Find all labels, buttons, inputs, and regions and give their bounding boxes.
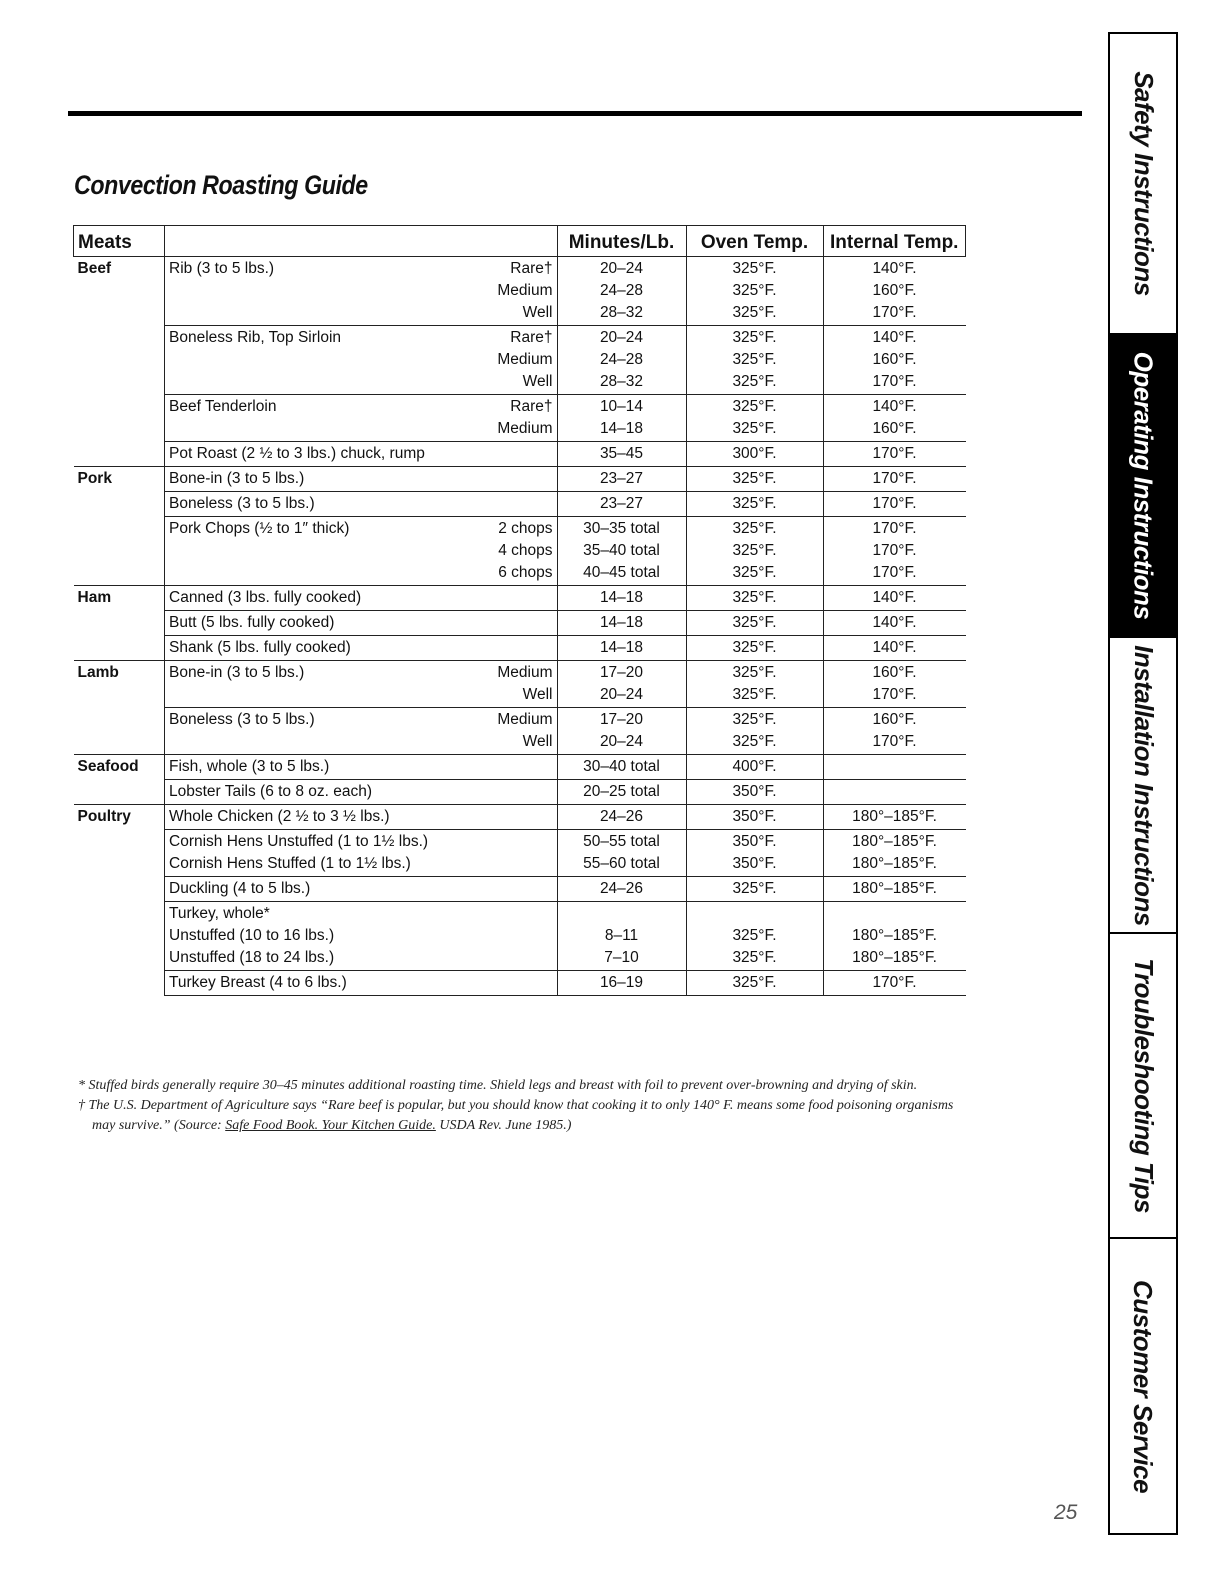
internal-temp-cell bbox=[823, 492, 966, 517]
oven-temp-cell bbox=[686, 805, 823, 830]
doneness-cell bbox=[482, 517, 557, 586]
cut-cell-line: Pork Chops (½ to 1″ thick) bbox=[169, 520, 350, 537]
minutes-cell bbox=[557, 492, 686, 517]
cut-cell-line: Butt (5 lbs. fully cooked) bbox=[169, 614, 335, 631]
tab-label: Safety Instructions bbox=[1128, 71, 1159, 296]
tab-label: Customer Service bbox=[1128, 1279, 1159, 1493]
oven-temp-cell-line: 325°F. bbox=[732, 373, 777, 390]
internal-temp-cell-line: 180°–185°F. bbox=[852, 927, 937, 944]
cut-cell-line: Unstuffed (18 to 24 lbs.) bbox=[169, 949, 335, 966]
table-row bbox=[74, 902, 966, 971]
oven-temp-cell-line: 325°F. bbox=[732, 927, 777, 944]
minutes-cell bbox=[557, 586, 686, 611]
table-row bbox=[74, 805, 966, 830]
minutes-cell-line: 50–55 total bbox=[583, 833, 660, 850]
oven-temp-cell-line: 325°F. bbox=[732, 974, 777, 991]
cut-cell bbox=[165, 467, 482, 492]
oven-temp-cell-line: 325°F. bbox=[732, 880, 777, 897]
minutes-cell bbox=[557, 636, 686, 661]
minutes-cell bbox=[557, 902, 686, 971]
oven-temp-cell bbox=[686, 780, 823, 805]
header-meats: Meats bbox=[74, 226, 165, 257]
oven-temp-cell-line: 325°F. bbox=[732, 686, 777, 703]
doneness-cell bbox=[482, 780, 557, 805]
cut-cell-line: Cornish Hens Unstuffed (1 to 1½ lbs.) bbox=[169, 833, 429, 850]
cut-cell bbox=[165, 395, 482, 442]
minutes-cell-line: 23–27 bbox=[599, 470, 644, 487]
oven-temp-cell-line: 325°F. bbox=[732, 495, 777, 512]
oven-temp-cell-line bbox=[691, 903, 819, 925]
roasting-guide-table bbox=[73, 225, 966, 996]
doneness-cell-line: Medium bbox=[497, 351, 553, 368]
oven-temp-cell-line: 325°F. bbox=[732, 304, 777, 321]
minutes-cell bbox=[557, 611, 686, 636]
minutes-cell bbox=[557, 326, 686, 395]
minutes-cell-line: 17–20 bbox=[599, 711, 644, 728]
internal-temp-cell-line: 170°F. bbox=[872, 974, 917, 991]
internal-temp-cell-line: 180°–185°F. bbox=[852, 949, 937, 966]
oven-temp-cell-line: 325°F. bbox=[732, 420, 777, 437]
doneness-cell bbox=[482, 877, 557, 902]
cut-cell-line: Boneless Rib, Top Sirloin bbox=[169, 329, 342, 346]
oven-temp-cell-line: 325°F. bbox=[732, 520, 777, 537]
cut-cell bbox=[165, 971, 482, 996]
oven-temp-cell-line: 300°F. bbox=[732, 445, 777, 462]
oven-temp-cell bbox=[686, 636, 823, 661]
cut-cell bbox=[165, 611, 482, 636]
table-row bbox=[74, 257, 966, 326]
minutes-cell bbox=[557, 830, 686, 877]
cut-cell bbox=[165, 805, 482, 830]
doneness-cell bbox=[482, 971, 557, 996]
minutes-cell-line: 10–14 bbox=[599, 398, 644, 415]
doneness-cell bbox=[482, 395, 557, 442]
minutes-cell-line: 16–19 bbox=[599, 974, 644, 991]
table-row bbox=[74, 586, 966, 611]
oven-temp-cell bbox=[686, 661, 823, 708]
oven-temp-cell-line: 325°F. bbox=[732, 351, 777, 368]
cut-cell bbox=[165, 257, 482, 326]
doneness-cell-line: Well bbox=[522, 304, 553, 321]
doneness-cell bbox=[482, 467, 557, 492]
table-row bbox=[74, 755, 966, 780]
minutes-cell-line: 20–24 bbox=[599, 329, 644, 346]
meat-category: Beef bbox=[74, 257, 165, 467]
oven-temp-cell-line: 325°F. bbox=[732, 260, 777, 277]
minutes-cell bbox=[557, 877, 686, 902]
oven-temp-cell bbox=[686, 877, 823, 902]
oven-temp-cell bbox=[686, 467, 823, 492]
table-row bbox=[74, 611, 966, 636]
oven-temp-cell bbox=[686, 395, 823, 442]
oven-temp-cell-line: 350°F. bbox=[732, 808, 777, 825]
cut-cell-line: Bone-in (3 to 5 lbs.) bbox=[169, 664, 305, 681]
doneness-cell bbox=[482, 611, 557, 636]
doneness-cell-line: Medium bbox=[497, 420, 553, 437]
cut-cell-line: Rib (3 to 5 lbs.) bbox=[169, 260, 275, 277]
cut-cell-line: Pot Roast (2 ½ to 3 lbs.) chuck, rump bbox=[169, 445, 425, 462]
internal-temp-cell-line: 160°F. bbox=[872, 711, 917, 728]
doneness-cell bbox=[482, 902, 557, 971]
minutes-cell-line: 35–45 bbox=[599, 445, 644, 462]
table-row bbox=[74, 877, 966, 902]
internal-temp-cell-line: 170°F. bbox=[872, 520, 917, 537]
minutes-cell-line: 30–35 total bbox=[583, 520, 660, 537]
section-tabs bbox=[1108, 32, 1178, 1535]
internal-temp-cell bbox=[823, 708, 966, 755]
internal-temp-cell-line: 170°F. bbox=[872, 495, 917, 512]
minutes-cell-line: 14–18 bbox=[599, 639, 644, 656]
oven-temp-cell bbox=[686, 326, 823, 395]
internal-temp-cell-line: 170°F. bbox=[872, 445, 917, 462]
doneness-cell bbox=[482, 586, 557, 611]
cut-cell-line: Unstuffed (10 to 16 lbs.) bbox=[169, 927, 335, 944]
oven-temp-cell bbox=[686, 257, 823, 326]
minutes-cell-line: 30–40 total bbox=[583, 758, 660, 775]
cut-cell bbox=[165, 877, 482, 902]
tab-label: Operating Instructions bbox=[1128, 351, 1159, 620]
oven-temp-cell-line: 350°F. bbox=[732, 855, 777, 872]
oven-temp-cell-line: 400°F. bbox=[732, 758, 777, 775]
internal-temp-cell bbox=[823, 805, 966, 830]
minutes-cell-line: 24–28 bbox=[599, 351, 644, 368]
oven-temp-cell-line: 325°F. bbox=[732, 733, 777, 750]
minutes-cell-line: 14–18 bbox=[599, 589, 644, 606]
minutes-cell-line: 8–11 bbox=[604, 927, 639, 944]
meat-category: Seafood bbox=[74, 755, 165, 805]
doneness-cell-line: 6 chops bbox=[498, 564, 553, 581]
header-minutes: Minutes/Lb. bbox=[557, 226, 686, 257]
doneness-cell-line: 2 chops bbox=[498, 520, 553, 537]
oven-temp-cell bbox=[686, 611, 823, 636]
internal-temp-cell-line: 140°F. bbox=[872, 589, 917, 606]
internal-temp-cell bbox=[823, 586, 966, 611]
cut-cell-line: Turkey, whole* bbox=[169, 905, 270, 922]
cut-cell-line: Lobster Tails (6 to 8 oz. each) bbox=[169, 783, 373, 800]
internal-temp-cell-line: 170°F. bbox=[872, 373, 917, 390]
footnote-usda bbox=[76, 1096, 956, 1136]
doneness-cell bbox=[482, 708, 557, 755]
header-rule bbox=[68, 111, 1082, 116]
minutes-cell-line: 7–10 bbox=[604, 949, 639, 966]
tab-installation-instructions[interactable] bbox=[1110, 638, 1176, 934]
cut-cell bbox=[165, 661, 482, 708]
minutes-cell bbox=[557, 442, 686, 467]
oven-temp-cell bbox=[686, 902, 823, 971]
header-oven-temp: Oven Temp. bbox=[686, 226, 823, 257]
table-header-row bbox=[74, 226, 966, 257]
internal-temp-cell-line: 170°F. bbox=[872, 564, 917, 581]
oven-temp-cell-line: 325°F. bbox=[732, 282, 777, 299]
minutes-cell bbox=[557, 708, 686, 755]
minutes-cell-line: 28–32 bbox=[599, 373, 644, 390]
minutes-cell bbox=[557, 661, 686, 708]
doneness-cell bbox=[482, 326, 557, 395]
cut-cell bbox=[165, 902, 482, 971]
minutes-cell-line: 14–18 bbox=[599, 420, 644, 437]
cut-cell-line: Beef Tenderloin bbox=[169, 398, 277, 415]
minutes-cell bbox=[557, 395, 686, 442]
minutes-cell-line: 24–28 bbox=[599, 282, 644, 299]
cut-cell bbox=[165, 636, 482, 661]
internal-temp-cell bbox=[823, 636, 966, 661]
oven-temp-cell-line: 350°F. bbox=[732, 783, 777, 800]
table-row bbox=[74, 395, 966, 442]
internal-temp-cell bbox=[823, 830, 966, 877]
minutes-cell bbox=[557, 755, 686, 780]
table-row bbox=[74, 971, 966, 996]
internal-temp-cell-line: 170°F. bbox=[872, 733, 917, 750]
tab-label: Troubleshooting Tips bbox=[1128, 958, 1159, 1213]
oven-temp-cell bbox=[686, 971, 823, 996]
minutes-cell-line: 20–24 bbox=[599, 686, 644, 703]
header-internal-temp: Internal Temp. bbox=[823, 226, 966, 257]
internal-temp-cell-line bbox=[828, 903, 962, 925]
minutes-cell-line: 20–24 bbox=[599, 260, 644, 277]
minutes-cell-line: 24–26 bbox=[599, 808, 644, 825]
table-row bbox=[74, 467, 966, 492]
cut-cell-line: Boneless (3 to 5 lbs.) bbox=[169, 711, 315, 728]
oven-temp-cell bbox=[686, 830, 823, 877]
oven-temp-cell bbox=[686, 708, 823, 755]
minutes-cell-line: 14–18 bbox=[599, 614, 644, 631]
minutes-cell-line: 28–32 bbox=[599, 304, 644, 321]
cut-cell-line: Fish, whole (3 to 5 lbs.) bbox=[169, 758, 330, 775]
oven-temp-cell bbox=[686, 442, 823, 467]
cut-cell-line: Bone-in (3 to 5 lbs.) bbox=[169, 470, 305, 487]
doneness-cell bbox=[482, 492, 557, 517]
minutes-cell-line bbox=[562, 903, 682, 925]
tab-operating-instructions[interactable] bbox=[1110, 335, 1176, 638]
internal-temp-cell-line: 180°–185°F. bbox=[852, 855, 937, 872]
internal-temp-cell bbox=[823, 442, 966, 467]
footnote-stuffed-birds: * Stuffed birds generally require 30–45 minutes additional roasting time. Shield legs and breast with foil to prevent over-browning and drying of skin. bbox=[78, 1078, 918, 1093]
cut-cell-line: Turkey Breast (4 to 6 lbs.) bbox=[169, 974, 347, 991]
minutes-cell-line: 20–25 total bbox=[583, 783, 660, 800]
footnote-usda-text: † The U.S. Department of Agriculture says “Rare beef is popular, but you should know that cooking it to only 140° F. means some food poisoning organisms may survive.” (Source: bbox=[78, 1098, 954, 1133]
cut-cell bbox=[165, 586, 482, 611]
cut-cell bbox=[165, 326, 482, 395]
internal-temp-cell-line: 160°F. bbox=[872, 420, 917, 437]
oven-temp-cell-line: 325°F. bbox=[732, 949, 777, 966]
minutes-cell bbox=[557, 517, 686, 586]
internal-temp-cell-line: 180°–185°F. bbox=[852, 833, 937, 850]
internal-temp-cell-line: 160°F. bbox=[872, 351, 917, 368]
oven-temp-cell bbox=[686, 517, 823, 586]
internal-temp-cell-line: 140°F. bbox=[872, 329, 917, 346]
footnotes bbox=[76, 1076, 956, 1136]
minutes-cell bbox=[557, 780, 686, 805]
tab-safety-instructions[interactable] bbox=[1110, 34, 1176, 335]
doneness-cell-line: Well bbox=[522, 686, 553, 703]
internal-temp-cell bbox=[823, 395, 966, 442]
internal-temp-cell-line: 170°F. bbox=[872, 304, 917, 321]
internal-temp-cell bbox=[823, 971, 966, 996]
cut-cell bbox=[165, 830, 482, 877]
doneness-cell bbox=[482, 755, 557, 780]
cut-cell-line: Canned (3 lbs. fully cooked) bbox=[169, 589, 362, 606]
oven-temp-cell-line: 325°F. bbox=[732, 614, 777, 631]
internal-temp-cell bbox=[823, 611, 966, 636]
meat-category: Lamb bbox=[74, 661, 165, 755]
meat-category: Poultry bbox=[74, 805, 165, 996]
page-title: Convection Roasting Guide bbox=[74, 170, 368, 200]
oven-temp-cell-line: 325°F. bbox=[732, 542, 777, 559]
internal-temp-cell bbox=[823, 467, 966, 492]
doneness-cell bbox=[482, 661, 557, 708]
internal-temp-cell-line: 140°F. bbox=[872, 260, 917, 277]
table-row bbox=[74, 830, 966, 877]
cut-cell bbox=[165, 708, 482, 755]
doneness-cell bbox=[482, 805, 557, 830]
internal-temp-cell bbox=[823, 517, 966, 586]
cut-cell-line: Whole Chicken (2 ½ to 3 ½ lbs.) bbox=[169, 808, 390, 825]
internal-temp-cell-line: 160°F. bbox=[872, 282, 917, 299]
doneness-cell-line: Well bbox=[522, 373, 553, 390]
cut-cell bbox=[165, 442, 482, 467]
doneness-cell-line: Medium bbox=[497, 664, 553, 681]
footnote-source-title: Safe Food Book. Your Kitchen Guide. bbox=[225, 1118, 436, 1133]
minutes-cell-line: 35–40 total bbox=[583, 542, 660, 559]
doneness-cell bbox=[482, 257, 557, 326]
oven-temp-cell bbox=[686, 492, 823, 517]
doneness-cell bbox=[482, 636, 557, 661]
minutes-cell-line: 20–24 bbox=[599, 733, 644, 750]
header-cut-blank bbox=[165, 226, 558, 257]
tab-label: Installation Instructions bbox=[1128, 644, 1159, 926]
table-row bbox=[74, 442, 966, 467]
meat-category: Pork bbox=[74, 467, 165, 586]
minutes-cell-line: 17–20 bbox=[599, 664, 644, 681]
internal-temp-cell bbox=[823, 661, 966, 708]
internal-temp-cell bbox=[823, 780, 966, 805]
internal-temp-cell-line: 170°F. bbox=[872, 470, 917, 487]
table-row bbox=[74, 708, 966, 755]
doneness-cell-line: Rare† bbox=[510, 329, 553, 346]
internal-temp-cell-line: 140°F. bbox=[872, 398, 917, 415]
cut-cell bbox=[165, 780, 482, 805]
internal-temp-cell-line: 170°F. bbox=[872, 542, 917, 559]
minutes-cell-line: 23–27 bbox=[599, 495, 644, 512]
table-body bbox=[74, 257, 966, 996]
oven-temp-cell-line: 325°F. bbox=[732, 564, 777, 581]
meat-category: Ham bbox=[74, 586, 165, 661]
tab-troubleshooting-tips[interactable] bbox=[1110, 934, 1176, 1239]
internal-temp-cell-line: 180°–185°F. bbox=[852, 880, 937, 897]
internal-temp-cell bbox=[823, 257, 966, 326]
minutes-cell bbox=[557, 257, 686, 326]
internal-temp-cell-line: 140°F. bbox=[872, 639, 917, 656]
cut-cell bbox=[165, 755, 482, 780]
oven-temp-cell-line: 325°F. bbox=[732, 589, 777, 606]
doneness-cell bbox=[482, 830, 557, 877]
internal-temp-cell-line: 140°F. bbox=[872, 614, 917, 631]
minutes-cell bbox=[557, 805, 686, 830]
minutes-cell-line: 40–45 total bbox=[583, 564, 660, 581]
internal-temp-cell bbox=[823, 326, 966, 395]
doneness-cell bbox=[482, 442, 557, 467]
cut-cell-line: Boneless (3 to 5 lbs.) bbox=[169, 495, 315, 512]
oven-temp-cell-line: 325°F. bbox=[732, 398, 777, 415]
oven-temp-cell-line: 325°F. bbox=[732, 470, 777, 487]
table-row bbox=[74, 517, 966, 586]
oven-temp-cell-line: 325°F. bbox=[732, 664, 777, 681]
table-row bbox=[74, 780, 966, 805]
minutes-cell bbox=[557, 467, 686, 492]
oven-temp-cell bbox=[686, 755, 823, 780]
table-row bbox=[74, 636, 966, 661]
doneness-cell-line: Rare† bbox=[510, 398, 553, 415]
minutes-cell bbox=[557, 971, 686, 996]
cut-cell-line: Cornish Hens Stuffed (1 to 1½ lbs.) bbox=[169, 855, 411, 872]
doneness-cell-line: Medium bbox=[497, 711, 553, 728]
cut-cell bbox=[165, 517, 482, 586]
minutes-cell-line: 24–26 bbox=[599, 880, 644, 897]
doneness-cell-line: 4 chops bbox=[498, 542, 553, 559]
table-row bbox=[74, 661, 966, 708]
page-number: 25 bbox=[1054, 1501, 1078, 1524]
minutes-cell-line: 55–60 total bbox=[583, 855, 660, 872]
oven-temp-cell bbox=[686, 586, 823, 611]
table-row bbox=[74, 326, 966, 395]
cut-cell-line: Duckling (4 to 5 lbs.) bbox=[169, 880, 311, 897]
cut-cell bbox=[165, 492, 482, 517]
tab-customer-service[interactable] bbox=[1110, 1239, 1176, 1533]
oven-temp-cell-line: 325°F. bbox=[732, 639, 777, 656]
doneness-cell-line: Medium bbox=[497, 282, 553, 299]
internal-temp-cell bbox=[823, 902, 966, 971]
internal-temp-cell bbox=[823, 877, 966, 902]
internal-temp-cell bbox=[823, 755, 966, 780]
internal-temp-cell-line: 180°–185°F. bbox=[852, 808, 937, 825]
oven-temp-cell-line: 325°F. bbox=[732, 329, 777, 346]
oven-temp-cell-line: 325°F. bbox=[732, 711, 777, 728]
doneness-cell-line: Well bbox=[522, 733, 553, 750]
oven-temp-cell-line: 350°F. bbox=[732, 833, 777, 850]
internal-temp-cell-line: 170°F. bbox=[872, 686, 917, 703]
doneness-cell-line: Rare† bbox=[510, 260, 553, 277]
table-row bbox=[74, 492, 966, 517]
internal-temp-cell-line: 160°F. bbox=[872, 664, 917, 681]
cut-cell-line: Shank (5 lbs. fully cooked) bbox=[169, 639, 351, 656]
footnote-usda-revision: USDA Rev. June 1985.) bbox=[435, 1118, 572, 1133]
